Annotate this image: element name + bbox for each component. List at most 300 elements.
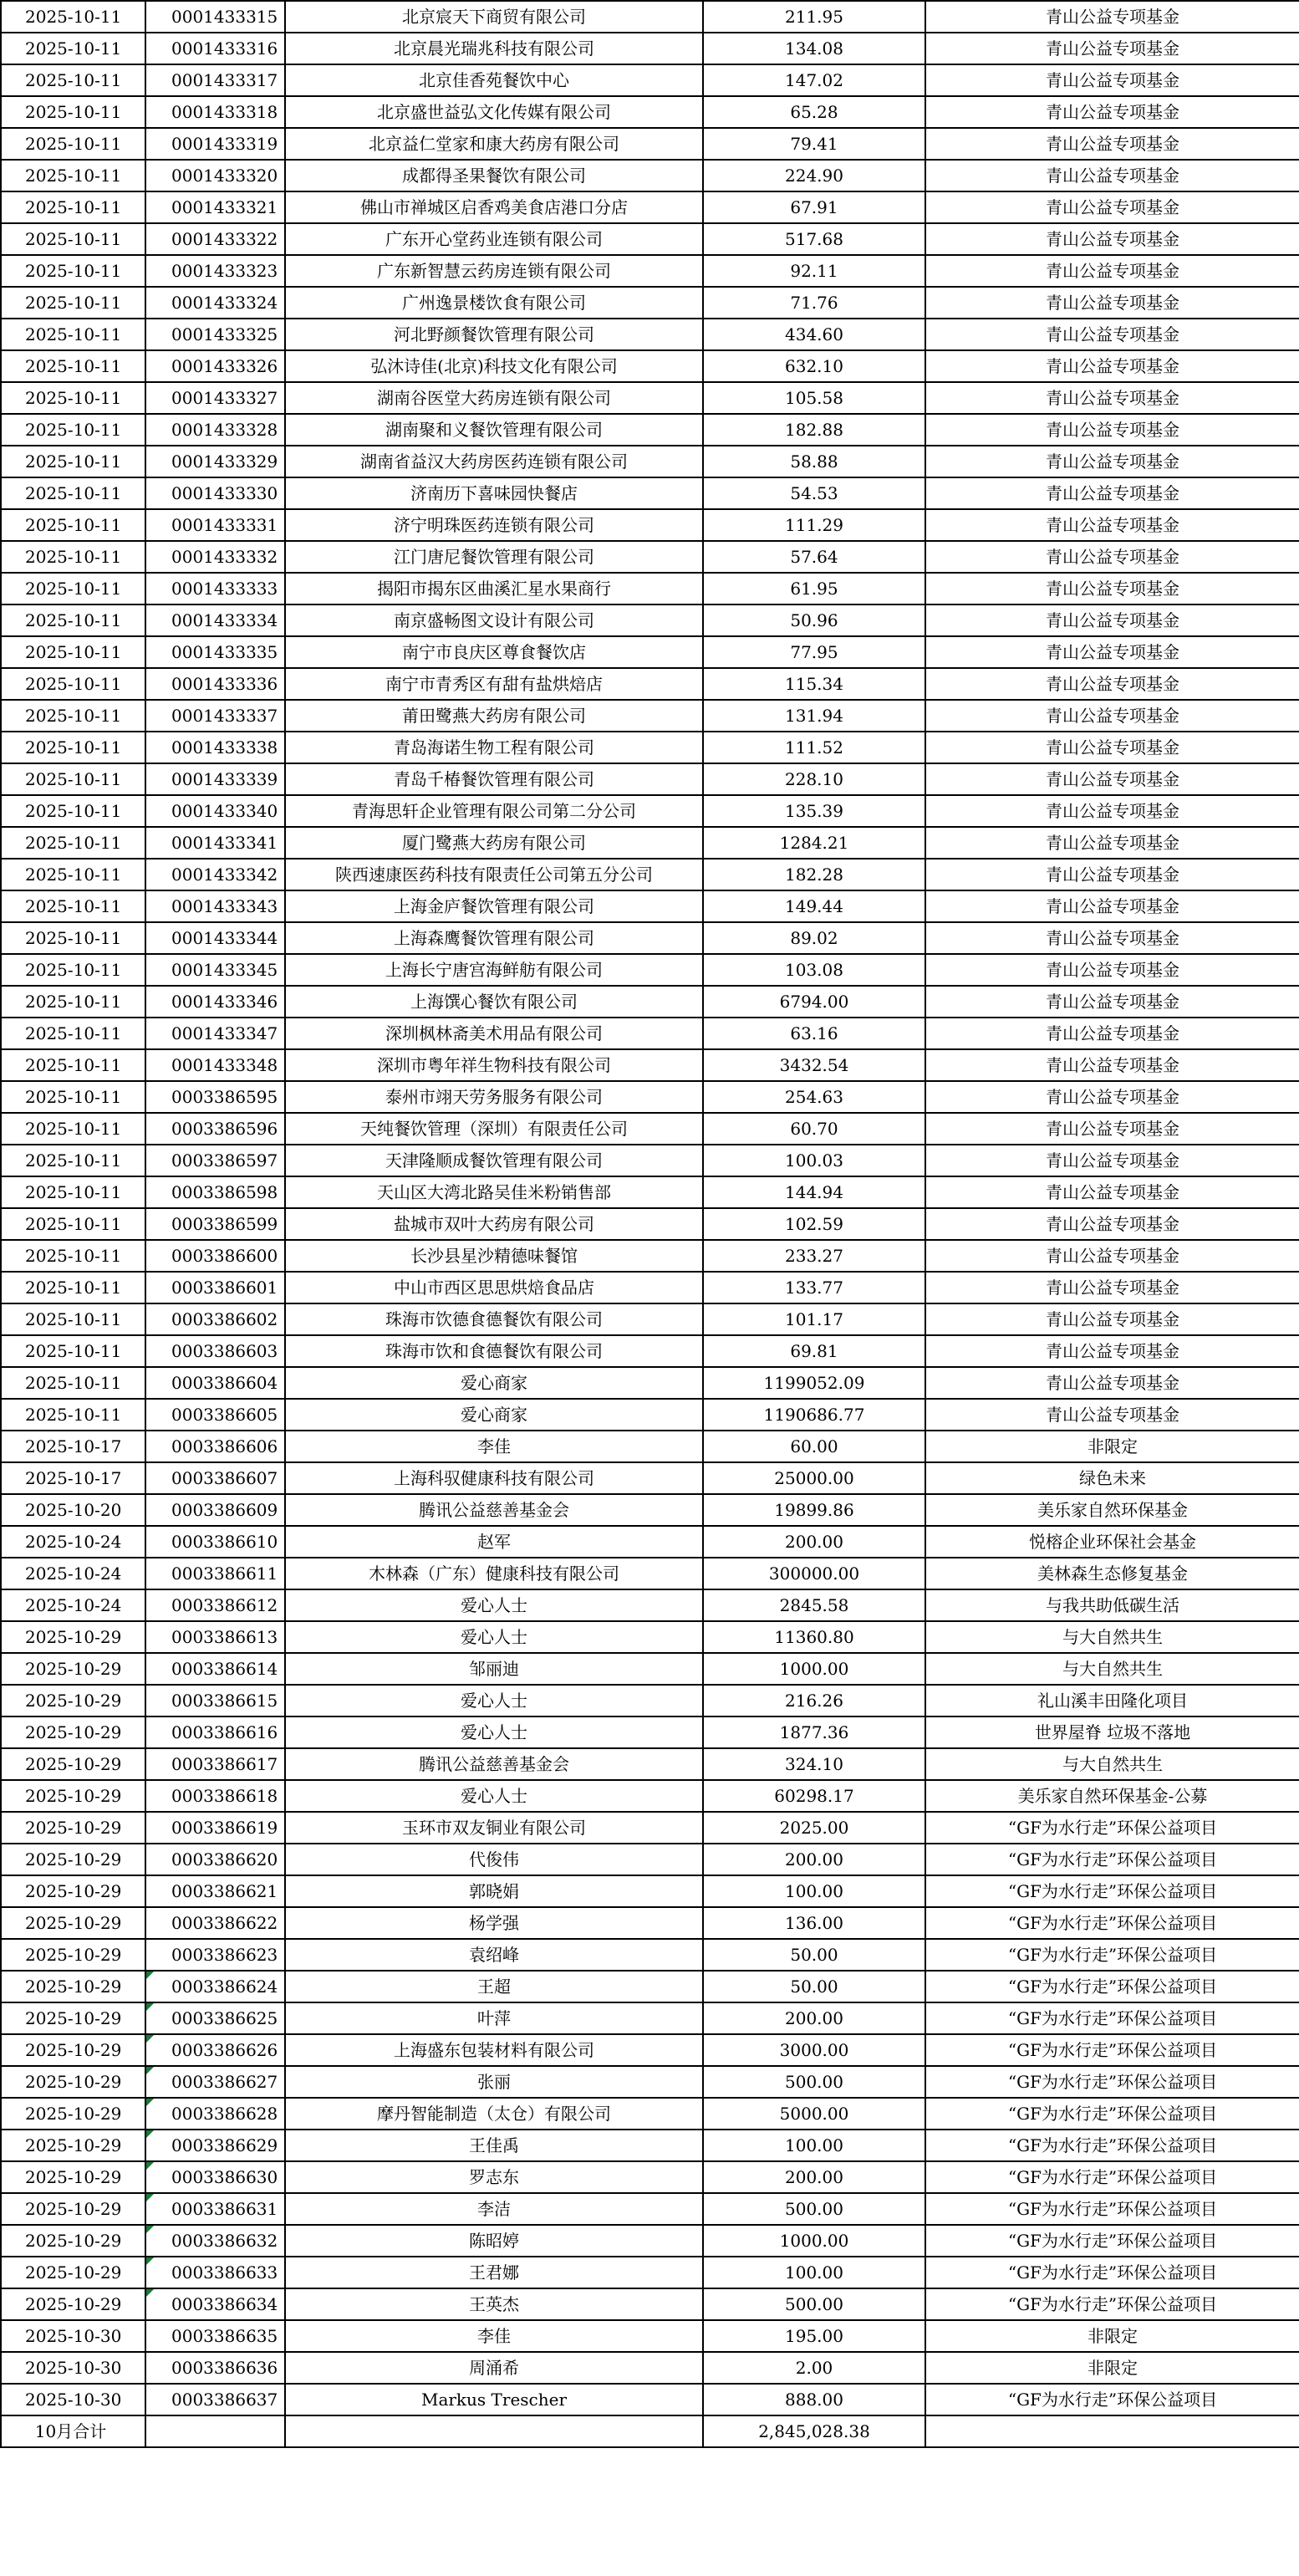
- table-row: [1, 1335, 1299, 1367]
- amount-cell: 2.00: [703, 2352, 925, 2384]
- table-row: [1, 1875, 1299, 1907]
- table-row: [1, 668, 1299, 700]
- fund-cell: 青山公益专项基金: [925, 795, 1299, 827]
- fund-cell: 青山公益专项基金: [925, 287, 1299, 319]
- date-cell: 2025-10-11: [1, 1367, 145, 1399]
- receipt-number-cell: 0003386606: [145, 1431, 285, 1462]
- receipt-number-cell: 0001433346: [145, 986, 285, 1018]
- receipt-number-cell: 0003386625: [145, 2002, 285, 2034]
- amount-cell: 1000.00: [703, 1653, 925, 1685]
- donation-table-body: [1, 1, 1299, 2447]
- amount-cell: 105.58: [703, 382, 925, 414]
- table-row: [1, 827, 1299, 859]
- amount-cell: 65.28: [703, 96, 925, 128]
- donor-name-cell: 罗志东: [285, 2161, 703, 2193]
- date-cell: 2025-10-11: [1, 1081, 145, 1113]
- table-row: [1, 509, 1299, 541]
- donor-name-cell: 盐城市双叶大药房有限公司: [285, 1208, 703, 1240]
- donor-name-cell: 摩丹智能制造（太仓）有限公司: [285, 2098, 703, 2130]
- receipt-number-cell: 0001433341: [145, 827, 285, 859]
- fund-cell: 青山公益专项基金: [925, 223, 1299, 255]
- fund-cell: 绿色未来: [925, 1462, 1299, 1494]
- amount-cell: 434.60: [703, 319, 925, 350]
- amount-cell: 200.00: [703, 1526, 925, 1558]
- donor-name-cell: 爱心人士: [285, 1685, 703, 1716]
- table-row: [1, 1780, 1299, 1812]
- fund-cell: 青山公益专项基金: [925, 1049, 1299, 1081]
- amount-cell: 182.88: [703, 414, 925, 446]
- amount-cell: 135.39: [703, 795, 925, 827]
- receipt-number-cell: 0001433327: [145, 382, 285, 414]
- date-cell: 2025-10-11: [1, 573, 145, 604]
- amount-cell: 324.10: [703, 1748, 925, 1780]
- donor-name-cell: 上海馔心餐饮有限公司: [285, 986, 703, 1018]
- amount-cell: 50.00: [703, 1939, 925, 1971]
- table-row: [1, 636, 1299, 668]
- amount-cell: 92.11: [703, 255, 925, 287]
- date-cell: 2025-10-29: [1, 1685, 145, 1716]
- date-cell: 2025-10-29: [1, 1875, 145, 1907]
- receipt-number-cell: 0003386601: [145, 1272, 285, 1303]
- receipt-number-cell: 0003386598: [145, 1176, 285, 1208]
- donor-name-cell: 深圳市粤年祥生物科技有限公司: [285, 1049, 703, 1081]
- table-row: [1, 2225, 1299, 2257]
- date-cell: 2025-10-29: [1, 1748, 145, 1780]
- fund-cell: “GF为水行走”环保公益项目: [925, 2034, 1299, 2066]
- receipt-number-cell: 0001433342: [145, 859, 285, 890]
- receipt-number-cell: 0001433323: [145, 255, 285, 287]
- amount-cell: 61.95: [703, 573, 925, 604]
- receipt-number-cell: 0003386622: [145, 1907, 285, 1939]
- date-cell: 2025-10-29: [1, 2257, 145, 2288]
- date-cell: 2025-10-11: [1, 33, 145, 64]
- table-row: [1, 763, 1299, 795]
- receipt-number-cell: 0001433321: [145, 191, 285, 223]
- fund-cell: 青山公益专项基金: [925, 1335, 1299, 1367]
- date-cell: 2025-10-29: [1, 2034, 145, 2066]
- table-row: [1, 1685, 1299, 1716]
- receipt-number-cell: 0003386618: [145, 1780, 285, 1812]
- fund-cell: 青山公益专项基金: [925, 350, 1299, 382]
- table-row: [1, 1907, 1299, 1939]
- donor-name-cell: 南京盛畅图文设计有限公司: [285, 604, 703, 636]
- amount-cell: 500.00: [703, 2193, 925, 2225]
- date-cell: 2025-10-11: [1, 604, 145, 636]
- receipt-number-cell: 0001433347: [145, 1018, 285, 1049]
- fund-cell: “GF为水行走”环保公益项目: [925, 2161, 1299, 2193]
- date-cell: 2025-10-11: [1, 287, 145, 319]
- receipt-number-cell: 0003386602: [145, 1303, 285, 1335]
- table-row: [1, 1431, 1299, 1462]
- fund-cell: 青山公益专项基金: [925, 414, 1299, 446]
- table-row: [1, 1240, 1299, 1272]
- amount-cell: 79.41: [703, 128, 925, 160]
- date-cell: 2025-10-11: [1, 350, 145, 382]
- table-row: [1, 350, 1299, 382]
- amount-cell: 50.00: [703, 1971, 925, 2002]
- amount-cell: 19899.86: [703, 1494, 925, 1526]
- date-cell: 2025-10-11: [1, 541, 145, 573]
- fund-cell: 青山公益专项基金: [925, 509, 1299, 541]
- fund-cell: 青山公益专项基金: [925, 732, 1299, 763]
- date-cell: 2025-10-11: [1, 223, 145, 255]
- fund-cell: 美乐家自然环保基金: [925, 1494, 1299, 1526]
- amount-cell: 71.76: [703, 287, 925, 319]
- fund-cell: 与我共助低碳生活: [925, 1589, 1299, 1621]
- date-cell: 2025-10-11: [1, 509, 145, 541]
- date-cell: 2025-10-20: [1, 1494, 145, 1526]
- donor-name-cell: 代俊伟: [285, 1844, 703, 1875]
- amount-cell: 131.94: [703, 700, 925, 732]
- date-cell: 2025-10-11: [1, 382, 145, 414]
- fund-cell: 青山公益专项基金: [925, 1176, 1299, 1208]
- amount-cell: 50.96: [703, 604, 925, 636]
- receipt-number-cell: 0001433328: [145, 414, 285, 446]
- donor-name-cell: 王超: [285, 1971, 703, 2002]
- table-row: [1, 414, 1299, 446]
- receipt-number-cell: 0003386636: [145, 2352, 285, 2384]
- table-row: [1, 1303, 1299, 1335]
- fund-cell: 青山公益专项基金: [925, 986, 1299, 1018]
- date-cell: 2025-10-24: [1, 1589, 145, 1621]
- table-row: [1, 986, 1299, 1018]
- receipt-number-cell: 0003386619: [145, 1812, 285, 1844]
- donor-name-cell: 爱心人士: [285, 1589, 703, 1621]
- amount-cell: 3000.00: [703, 2034, 925, 2066]
- receipt-number-cell: 0003386637: [145, 2384, 285, 2415]
- donor-name-cell: 广东开心堂药业连锁有限公司: [285, 223, 703, 255]
- table-row: [1, 1176, 1299, 1208]
- amount-cell: 182.28: [703, 859, 925, 890]
- table-row: [1, 191, 1299, 223]
- donor-name-cell: 弘沐诗佳(北京)科技文化有限公司: [285, 350, 703, 382]
- amount-cell: 115.34: [703, 668, 925, 700]
- receipt-number-cell: 0003386631: [145, 2193, 285, 2225]
- amount-cell: 228.10: [703, 763, 925, 795]
- fund-cell: 世界屋脊 垃圾不落地: [925, 1716, 1299, 1748]
- amount-cell: 102.59: [703, 1208, 925, 1240]
- table-row: [1, 2098, 1299, 2130]
- receipt-number-cell: 0001433320: [145, 160, 285, 191]
- donor-name-cell: Markus Trescher: [285, 2384, 703, 2415]
- amount-cell: 211.95: [703, 1, 925, 33]
- donor-name-cell: 王英杰: [285, 2288, 703, 2320]
- date-cell: 2025-10-11: [1, 1335, 145, 1367]
- amount-cell: 100.00: [703, 2257, 925, 2288]
- donor-name-cell: 爱心商家: [285, 1367, 703, 1399]
- donor-name-cell: 天津隆顺成餐饮管理有限公司: [285, 1145, 703, 1176]
- receipt-number-cell: 0001433340: [145, 795, 285, 827]
- date-cell: 2025-10-11: [1, 1049, 145, 1081]
- receipt-number-cell: 0001433329: [145, 446, 285, 477]
- amount-cell: 58.88: [703, 446, 925, 477]
- donor-name-cell: 周涌希: [285, 2352, 703, 2384]
- fund-cell: 与大自然共生: [925, 1621, 1299, 1653]
- donor-name-cell: 木林森（广东）健康科技有限公司: [285, 1558, 703, 1589]
- receipt-number-cell: 0003386626: [145, 2034, 285, 2066]
- receipt-number-cell: 0001433332: [145, 541, 285, 573]
- fund-cell: 青山公益专项基金: [925, 382, 1299, 414]
- amount-cell: 6794.00: [703, 986, 925, 1018]
- date-cell: 2025-10-11: [1, 986, 145, 1018]
- donor-name-cell: 莆田鹭燕大药房有限公司: [285, 700, 703, 732]
- fund-cell: 青山公益专项基金: [925, 859, 1299, 890]
- amount-cell: 1190686.77: [703, 1399, 925, 1431]
- amount-cell: 134.08: [703, 33, 925, 64]
- fund-cell: “GF为水行走”环保公益项目: [925, 2130, 1299, 2161]
- fund-cell: 青山公益专项基金: [925, 446, 1299, 477]
- table-row: [1, 1589, 1299, 1621]
- table-row: [1, 890, 1299, 922]
- date-cell: 2025-10-11: [1, 1145, 145, 1176]
- donor-name-cell: 青岛海诺生物工程有限公司: [285, 732, 703, 763]
- fund-cell: 与大自然共生: [925, 1653, 1299, 1685]
- receipt-number-cell: 0003386607: [145, 1462, 285, 1494]
- fund-cell: 青山公益专项基金: [925, 1240, 1299, 1272]
- amount-cell: 200.00: [703, 2161, 925, 2193]
- amount-cell: 517.68: [703, 223, 925, 255]
- date-cell: 2025-10-29: [1, 1621, 145, 1653]
- date-cell: 2025-10-29: [1, 2130, 145, 2161]
- receipt-number-cell: 0003386632: [145, 2225, 285, 2257]
- amount-cell: 57.64: [703, 541, 925, 573]
- receipt-number-cell: 0001433343: [145, 890, 285, 922]
- table-row: [1, 2034, 1299, 2066]
- table-row: [1, 1526, 1299, 1558]
- table-row: [1, 1971, 1299, 2002]
- fund-cell: 青山公益专项基金: [925, 96, 1299, 128]
- donor-name-cell: 陈昭婷: [285, 2225, 703, 2257]
- date-cell: 2025-10-11: [1, 636, 145, 668]
- amount-cell: 77.95: [703, 636, 925, 668]
- date-cell: 2025-10-24: [1, 1526, 145, 1558]
- date-cell: 2025-10-11: [1, 668, 145, 700]
- receipt-number-cell: 0003386612: [145, 1589, 285, 1621]
- date-cell: 2025-10-29: [1, 2225, 145, 2257]
- donor-name-cell: 天纯餐饮管理（深圳）有限责任公司: [285, 1113, 703, 1145]
- table-row: [1, 2130, 1299, 2161]
- date-cell: 2025-10-24: [1, 1558, 145, 1589]
- date-cell: 2025-10-11: [1, 414, 145, 446]
- donor-name-cell: 南宁市良庆区尊食餐饮店: [285, 636, 703, 668]
- receipt-number-cell: 0003386633: [145, 2257, 285, 2288]
- donor-name-cell: 腾讯公益慈善基金会: [285, 1748, 703, 1780]
- amount-cell: 147.02: [703, 64, 925, 96]
- date-cell: 2025-10-29: [1, 1907, 145, 1939]
- amount-cell: 200.00: [703, 2002, 925, 2034]
- donor-name-cell: 腾讯公益慈善基金会: [285, 1494, 703, 1526]
- receipt-number-cell: 0003386623: [145, 1939, 285, 1971]
- donor-name-cell: 济宁明珠医药连锁有限公司: [285, 509, 703, 541]
- donor-name-cell: 揭阳市揭东区曲溪汇星水果商行: [285, 573, 703, 604]
- donor-name-cell: 天山区大湾北路吴佳米粉销售部: [285, 1176, 703, 1208]
- donor-name-cell: 郭晓娟: [285, 1875, 703, 1907]
- total-empty-cell: [145, 2415, 285, 2447]
- date-cell: 2025-10-29: [1, 2066, 145, 2098]
- amount-cell: 216.26: [703, 1685, 925, 1716]
- amount-cell: 100.00: [703, 2130, 925, 2161]
- donor-name-cell: 珠海市饮和食德餐饮有限公司: [285, 1335, 703, 1367]
- date-cell: 2025-10-29: [1, 2098, 145, 2130]
- date-cell: 2025-10-11: [1, 890, 145, 922]
- table-row: [1, 954, 1299, 986]
- date-cell: 2025-10-29: [1, 1844, 145, 1875]
- fund-cell: “GF为水行走”环保公益项目: [925, 2288, 1299, 2320]
- amount-cell: 103.08: [703, 954, 925, 986]
- receipt-number-cell: 0001433326: [145, 350, 285, 382]
- donor-name-cell: 北京佳香苑餐饮中心: [285, 64, 703, 96]
- donor-name-cell: 佛山市禅城区启香鸡美食店港口分店: [285, 191, 703, 223]
- receipt-number-cell: 0001433339: [145, 763, 285, 795]
- amount-cell: 60298.17: [703, 1780, 925, 1812]
- amount-cell: 111.52: [703, 732, 925, 763]
- receipt-number-cell: 0003386624: [145, 1971, 285, 2002]
- receipt-number-cell: 0003386628: [145, 2098, 285, 2130]
- amount-cell: 5000.00: [703, 2098, 925, 2130]
- table-row: [1, 1494, 1299, 1526]
- table-row: [1, 446, 1299, 477]
- fund-cell: 青山公益专项基金: [925, 763, 1299, 795]
- table-row: [1, 2352, 1299, 2384]
- date-cell: 2025-10-29: [1, 1780, 145, 1812]
- fund-cell: 青山公益专项基金: [925, 604, 1299, 636]
- donor-name-cell: 中山市西区思思烘焙食品店: [285, 1272, 703, 1303]
- amount-cell: 500.00: [703, 2288, 925, 2320]
- date-cell: 2025-10-11: [1, 1272, 145, 1303]
- donor-name-cell: 湖南省益汉大药房医药连锁有限公司: [285, 446, 703, 477]
- fund-cell: “GF为水行走”环保公益项目: [925, 2384, 1299, 2415]
- fund-cell: 青山公益专项基金: [925, 1399, 1299, 1431]
- fund-cell: 青山公益专项基金: [925, 1145, 1299, 1176]
- donor-name-cell: 李洁: [285, 2193, 703, 2225]
- date-cell: 2025-10-11: [1, 1018, 145, 1049]
- date-cell: 2025-10-11: [1, 319, 145, 350]
- donor-name-cell: 爱心人士: [285, 1621, 703, 1653]
- donor-name-cell: 上海长宁唐宫海鲜舫有限公司: [285, 954, 703, 986]
- total-empty-cell: [925, 2415, 1299, 2447]
- date-cell: 2025-10-11: [1, 827, 145, 859]
- fund-cell: “GF为水行走”环保公益项目: [925, 2193, 1299, 2225]
- receipt-number-cell: 0003386604: [145, 1367, 285, 1399]
- receipt-number-cell: 0001433317: [145, 64, 285, 96]
- amount-cell: 1877.36: [703, 1716, 925, 1748]
- fund-cell: “GF为水行走”环保公益项目: [925, 2098, 1299, 2130]
- date-cell: 2025-10-29: [1, 2002, 145, 2034]
- fund-cell: 非限定: [925, 1431, 1299, 1462]
- donor-name-cell: 厦门鹭燕大药房有限公司: [285, 827, 703, 859]
- amount-cell: 224.90: [703, 160, 925, 191]
- amount-cell: 1284.21: [703, 827, 925, 859]
- donor-name-cell: 湖南谷医堂大药房连锁有限公司: [285, 382, 703, 414]
- donor-name-cell: 成都得圣果餐饮有限公司: [285, 160, 703, 191]
- receipt-number-cell: 0003386627: [145, 2066, 285, 2098]
- date-cell: 2025-10-30: [1, 2384, 145, 2415]
- amount-cell: 63.16: [703, 1018, 925, 1049]
- amount-cell: 60.00: [703, 1431, 925, 1462]
- receipt-number-cell: 0003386615: [145, 1685, 285, 1716]
- fund-cell: 悦榕企业环保社会基金: [925, 1526, 1299, 1558]
- table-row: [1, 2288, 1299, 2320]
- amount-cell: 254.63: [703, 1081, 925, 1113]
- receipt-number-cell: 0003386614: [145, 1653, 285, 1685]
- receipt-number-cell: 0001433344: [145, 922, 285, 954]
- donor-name-cell: 邹丽迪: [285, 1653, 703, 1685]
- total-label: 10月合计: [1, 2415, 145, 2447]
- table-row: [1, 1462, 1299, 1494]
- amount-cell: 149.44: [703, 890, 925, 922]
- donor-name-cell: 李佳: [285, 2320, 703, 2352]
- date-cell: 2025-10-11: [1, 922, 145, 954]
- fund-cell: 青山公益专项基金: [925, 573, 1299, 604]
- fund-cell: 与大自然共生: [925, 1748, 1299, 1780]
- table-row: [1, 1939, 1299, 1971]
- amount-cell: 25000.00: [703, 1462, 925, 1494]
- receipt-number-cell: 0003386629: [145, 2130, 285, 2161]
- receipt-number-cell: 0001433335: [145, 636, 285, 668]
- fund-cell: 青山公益专项基金: [925, 255, 1299, 287]
- table-row: [1, 2193, 1299, 2225]
- amount-cell: 100.00: [703, 1875, 925, 1907]
- table-row: [1, 1272, 1299, 1303]
- table-row: [1, 255, 1299, 287]
- table-row: [1, 2161, 1299, 2193]
- fund-cell: “GF为水行走”环保公益项目: [925, 2066, 1299, 2098]
- receipt-number-cell: 0003386600: [145, 1240, 285, 1272]
- receipt-number-cell: 0001433330: [145, 477, 285, 509]
- table-row: [1, 96, 1299, 128]
- date-cell: 2025-10-11: [1, 96, 145, 128]
- donor-name-cell: 河北野颜餐饮管理有限公司: [285, 319, 703, 350]
- fund-cell: 青山公益专项基金: [925, 954, 1299, 986]
- date-cell: 2025-10-11: [1, 64, 145, 96]
- table-row: [1, 1399, 1299, 1431]
- date-cell: 2025-10-11: [1, 191, 145, 223]
- fund-cell: 青山公益专项基金: [925, 922, 1299, 954]
- amount-cell: 60.70: [703, 1113, 925, 1145]
- donor-name-cell: 上海科驭健康科技有限公司: [285, 1462, 703, 1494]
- amount-cell: 111.29: [703, 509, 925, 541]
- amount-cell: 888.00: [703, 2384, 925, 2415]
- receipt-number-cell: 0003386621: [145, 1875, 285, 1907]
- date-cell: 2025-10-29: [1, 1716, 145, 1748]
- fund-cell: 青山公益专项基金: [925, 33, 1299, 64]
- total-amount: 2,845,028.38: [703, 2415, 925, 2447]
- fund-cell: 青山公益专项基金: [925, 541, 1299, 573]
- date-cell: 2025-10-11: [1, 255, 145, 287]
- donor-name-cell: 深圳枫林斋美术用品有限公司: [285, 1018, 703, 1049]
- donor-name-cell: 江门唐尼餐饮管理有限公司: [285, 541, 703, 573]
- fund-cell: “GF为水行走”环保公益项目: [925, 2002, 1299, 2034]
- date-cell: 2025-10-11: [1, 1208, 145, 1240]
- receipt-number-cell: 0003386597: [145, 1145, 285, 1176]
- fund-cell: 青山公益专项基金: [925, 668, 1299, 700]
- amount-cell: 69.81: [703, 1335, 925, 1367]
- donor-name-cell: 泰州市翊天劳务服务有限公司: [285, 1081, 703, 1113]
- date-cell: 2025-10-29: [1, 2193, 145, 2225]
- receipt-number-cell: 0001433331: [145, 509, 285, 541]
- fund-cell: “GF为水行走”环保公益项目: [925, 1939, 1299, 1971]
- fund-cell: 青山公益专项基金: [925, 160, 1299, 191]
- receipt-number-cell: 0003386611: [145, 1558, 285, 1589]
- amount-cell: 144.94: [703, 1176, 925, 1208]
- fund-cell: “GF为水行走”环保公益项目: [925, 1812, 1299, 1844]
- date-cell: 2025-10-30: [1, 2352, 145, 2384]
- fund-cell: “GF为水行走”环保公益项目: [925, 1971, 1299, 2002]
- table-row: [1, 1018, 1299, 1049]
- donor-name-cell: 广州逸景楼饮食有限公司: [285, 287, 703, 319]
- table-row: [1, 1367, 1299, 1399]
- fund-cell: “GF为水行走”环保公益项目: [925, 1844, 1299, 1875]
